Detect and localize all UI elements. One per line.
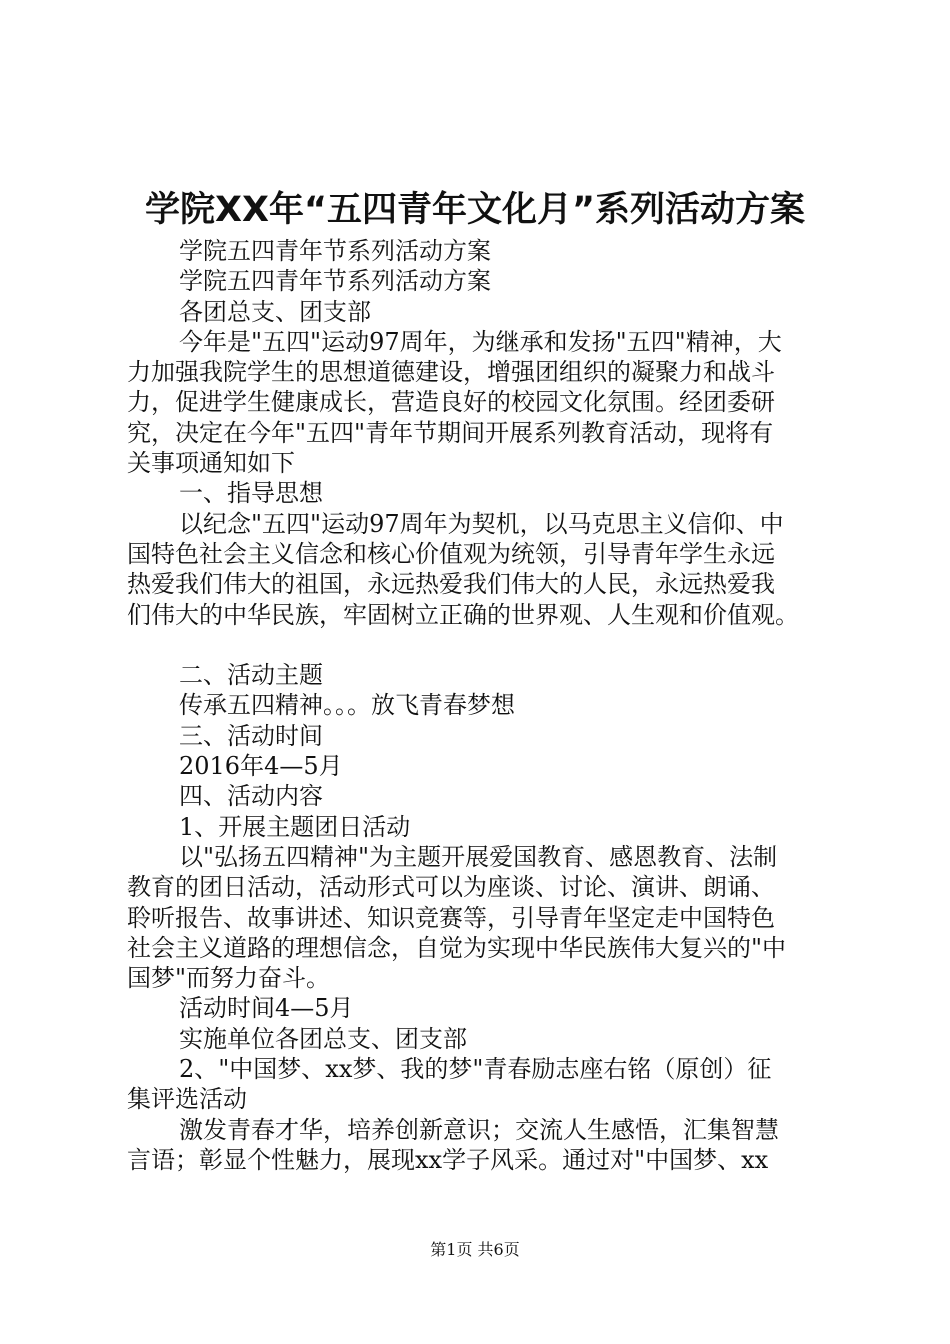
- body-line: 激发青春才华，培养创新意识；交流人生感悟，汇集智慧: [179, 1115, 779, 1144]
- body-line: 关事项通知如下: [127, 449, 295, 478]
- body-line: 传承五四精神。。。放飞青春梦想: [179, 691, 515, 720]
- body-line: 社会主义道路的理想信念，自觉为实现中华民族伟大复兴的"中: [127, 933, 787, 962]
- section-heading: 四、活动内容: [179, 782, 323, 811]
- body-line: 集评选活动: [127, 1085, 247, 1114]
- body-line: 热爱我们伟大的祖国，永远热爱我们伟大的人民，永远热爱我: [127, 570, 775, 599]
- body-line: 实施单位各团总支、团支部: [179, 1024, 467, 1053]
- body-line: 力，促进学生健康成长，营造良好的校园文化氛围。经团委研: [127, 388, 775, 417]
- body-line: 学院五四青年节系列活动方案: [179, 237, 491, 265]
- body-line: 教育的团日活动，活动形式可以为座谈、讨论、演讲、朗诵、: [127, 873, 775, 902]
- document-body: [127, 236, 847, 1175]
- subsection-heading: 1、开展主题团日活动: [179, 812, 411, 841]
- body-line: 国梦"而努力奋斗。: [127, 964, 331, 993]
- section-heading: 一、指导思想: [179, 479, 323, 508]
- section-heading: 三、活动时间: [179, 721, 323, 750]
- body-line: 力加强我院学生的思想道德建设，增强团组织的凝聚力和战斗: [127, 358, 775, 387]
- body-line: 今年是"五四"运动97周年，为继承和发扬"五四"精神，大: [179, 327, 782, 356]
- body-line: 2016年4—5月: [179, 752, 343, 781]
- body-line: 们伟大的中华民族，牢固树立正确的世界观、人生观和价值观。: [127, 600, 799, 629]
- subsection-heading: 2、"中国梦、xx梦、我的梦"青春励志座右铭（原创）征: [179, 1055, 772, 1084]
- document-title: 学院XX年“五四青年文化月”系列活动方案: [145, 190, 805, 230]
- body-line: 以纪念"五四"运动97周年为契机，以马克思主义信仰、中: [179, 509, 784, 538]
- body-line: 各团总支、团支部: [179, 297, 371, 326]
- body-line: 国特色社会主义信念和核心价值观为统领，引导青年学生永远: [127, 539, 775, 568]
- body-line: 聆听报告、故事讲述、知识竞赛等，引导青年坚定走中国特色: [127, 903, 775, 932]
- page-footer: 第1页 共6页: [430, 1240, 520, 1259]
- body-line: 学院五四青年节系列活动方案: [179, 267, 491, 296]
- section-heading: 二、活动主题: [179, 661, 323, 690]
- body-line: 活动时间4—5月: [179, 994, 354, 1023]
- paragraph-gap: [127, 630, 847, 660]
- body-line: 言语；彰显个性魅力，展现xx学子风采。通过对"中国梦、xx: [127, 1145, 769, 1174]
- body-line: 究，决定在今年"五四"青年节期间开展系列教育活动，现将有: [127, 418, 774, 447]
- body-line: 以"弘扬五四精神"为主题开展爱国教育、感恩教育、法制: [179, 842, 778, 871]
